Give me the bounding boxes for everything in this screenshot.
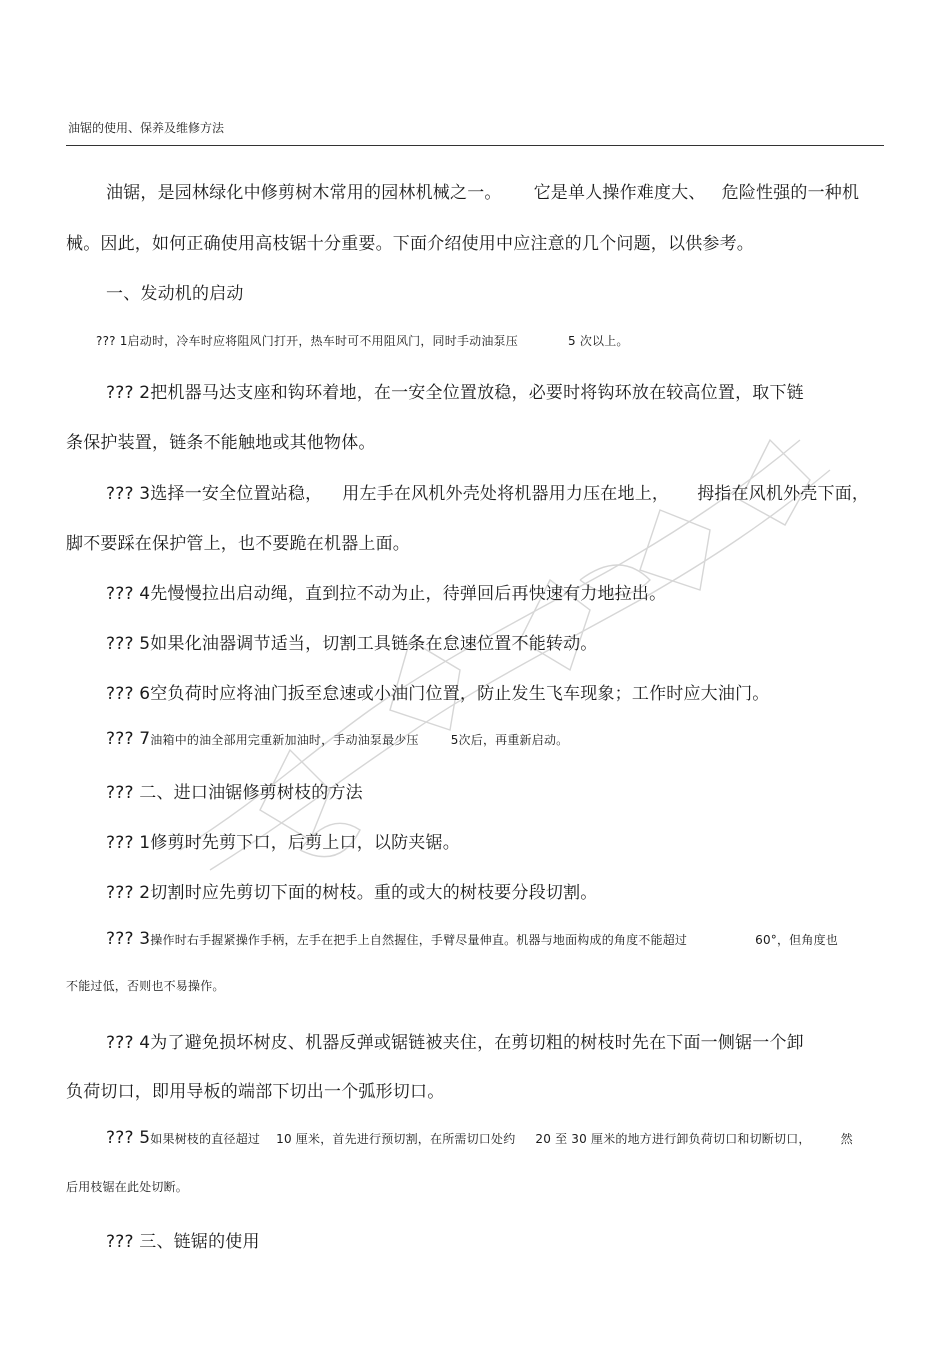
intro-line-1-part-1: 油锯，是园林绿化中修剪树木常用的园林机械之一。 (106, 183, 502, 203)
s2-item-5-line-1 (106, 1128, 853, 1148)
s2-item-4-line-2: 负荷切口，即用导板的端部下切出一个弧形切口。 (66, 1082, 445, 1102)
s2-item-1: ??? 1修剪时先剪下口，后剪上口，以防夹锯。 (106, 833, 460, 853)
s1-item-3-part-1: ??? 3选择一安全位置站稳， (106, 484, 323, 504)
s2-item-3-line-2: 不能过低，否则也不易操作。 (66, 979, 225, 993)
s2-item-5-part-2: 10 厘米，首先进行预切割，在所需切口处约 (276, 1132, 516, 1146)
s1-item-2-line-2: 条保护装置，链条不能触地或其他物体。 (66, 433, 376, 453)
s1-item-7-prefix: ??? 7 (106, 729, 151, 749)
s1-item-1-part-1: ??? 1启动时，冷车时应将阻风门打开，热车时可不用阻风门，同时手动油泵压 (96, 334, 518, 348)
s2-item-5-prefix: ??? 5 (106, 1128, 151, 1148)
s2-item-3-part-2: 60°，但角度也 (755, 933, 838, 947)
s2-item-5-line-2: 后用枝锯在此处切断。 (66, 1180, 189, 1194)
intro-line-1 (106, 178, 859, 203)
s1-item-6: ??? 6空负荷时应将油门扳至怠速或小油门位置，防止发生飞车现象；工作时应大油门。 (106, 684, 770, 704)
s2-item-5-part-1: 如果树枝的直径超过 (150, 1132, 261, 1146)
s1-item-5: ??? 5如果化油器调节适当，切割工具链条在怠速位置不能转动。 (106, 634, 598, 654)
intro-line-1-part-2: 它是单人操作难度大、 (533, 183, 706, 203)
s2-item-2: ??? 2切割时应先剪切下面的树枝。重的或大的树枝要分段切割。 (106, 883, 598, 903)
page-header: 油锯的使用、保养及维修方法 (68, 121, 225, 135)
s1-item-3-line-1 (106, 479, 869, 504)
s1-item-2-line-1: ??? 2把机器马达支座和钩环着地，在一安全位置放稳，必要时将钩环放在较高位置，取下链 (106, 383, 804, 403)
s1-item-7-part-1: 油箱中的油全部用完重新加油时，手动油泵最少压 (150, 733, 419, 747)
s2-item-5-part-3: 20 至 30 厘米的地方进行卸负荷切口和切断切口， (535, 1132, 811, 1146)
section-3-title: ??? 三、链锯的使用 (106, 1232, 260, 1252)
s2-item-3-prefix: ??? 3 (106, 929, 151, 949)
s1-item-3-part-2: 用左手在风机外壳处将机器用力压在地上， (342, 484, 670, 504)
s2-item-4-line-1: ??? 4为了避免损坏树皮、机器反弹或锯链被夹住，在剪切粗的树枝时先在下面一侧锯一个卸 (106, 1033, 804, 1053)
s2-item-3-part-1: 操作时右手握紧操作手柄，左手在把手上自然握住，手臂尽量伸直。机器与地面构成的角度不能超过 (150, 933, 688, 947)
s2-item-5-part-4: 然 (840, 1132, 853, 1146)
s1-item-1-part-2: 5 次以上。 (567, 334, 629, 348)
s1-item-4: ??? 4先慢慢拉出启动绳，直到拉不动为止，待弹回后再快速有力地拉出。 (106, 584, 667, 604)
section-2-title: ??? 二、进口油锯修剪树枝的方法 (106, 783, 363, 803)
header-rule (66, 145, 884, 146)
s1-item-3-part-3: 拇指在风机外壳下面， (697, 484, 870, 504)
s1-item-1 (96, 332, 629, 349)
intro-line-2: 械。因此，如何正确使用高枝锯十分重要。下面介绍使用中应注意的几个问题，以供参考。 (66, 234, 754, 254)
s1-item-3-line-2: 脚不要踩在保护管上，也不要跪在机器上面。 (66, 534, 410, 554)
s1-item-7 (106, 729, 568, 749)
s2-item-3-line-1 (106, 929, 838, 949)
intro-line-1-part-3: 危险性强的一种机 (721, 183, 860, 203)
section-1-title: 一、发动机的启动 (106, 284, 244, 304)
s1-item-7-part-2: 5次后，再重新启动。 (450, 733, 569, 747)
